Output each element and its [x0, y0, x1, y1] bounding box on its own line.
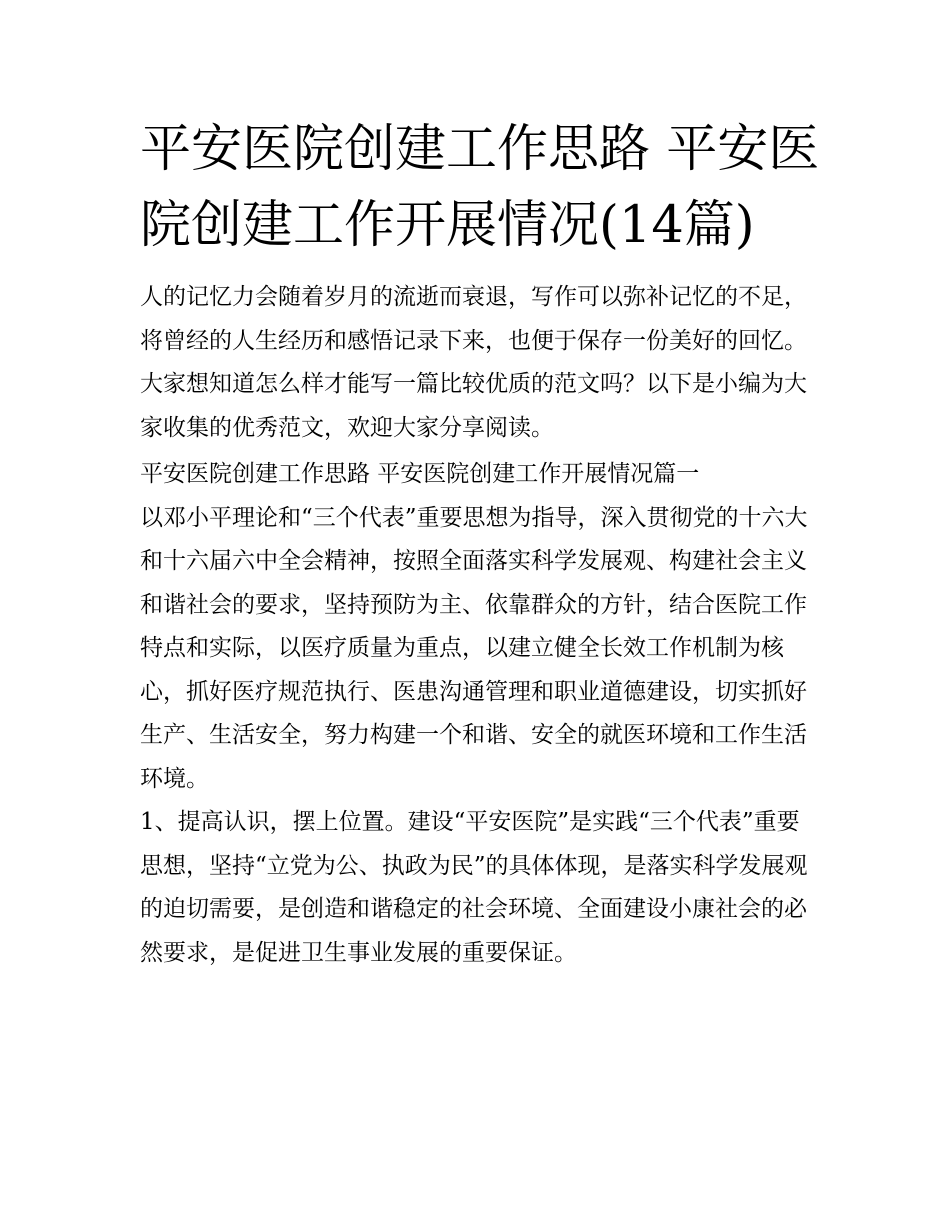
body-paragraph-1: 以邓小平理论和“三个代表”重要思想为指导，深入贯彻党的十六大和十六届六中全会精神，按照全面落实科学发展观、构建社会主义和谐社会的要求，坚持预防为主、依靠群众的方针，结合医院工作特点和实际，以医疗质量为重点，以建立健全长效工作机制为核心，抓好医疗规范执行、医患沟通管理和职业道德建设，切实抓好生产、生活安全，努力构建一个和谐、安全的就医环境和工作生活环境。 [140, 504, 808, 792]
section-heading: 平安医院创建工作思路 平安医院创建工作开展情况篇一 [140, 461, 700, 487]
intro-paragraph: 人的记忆力会随着岁月的流逝而衰退，写作可以弥补记忆的不足，将曾经的人生经历和感悟记录下来，也便于保存一份美好的回忆。大家想知道怎么样才能写一篇比较优质的范文吗？以下是小编为大家收集的优秀范文，欢迎大家分享阅读。 [140, 284, 807, 441]
body-paragraph-2: 1、提高认识，摆上位置。建设“平安医院”是实践“三个代表”重要思想，坚持“立党为公、执政为民”的具体体现，是落实科学发展观的迫切需要，是创造和谐稳定的社会环境、全面建设小康社会的必然要求，是促进卫生事业发展的重要保证。 [140, 809, 808, 966]
document-content [140, 112, 820, 975]
document-title: 平安医院创建工作思路 平安医院创建工作开展情况(14篇) [140, 120, 820, 255]
